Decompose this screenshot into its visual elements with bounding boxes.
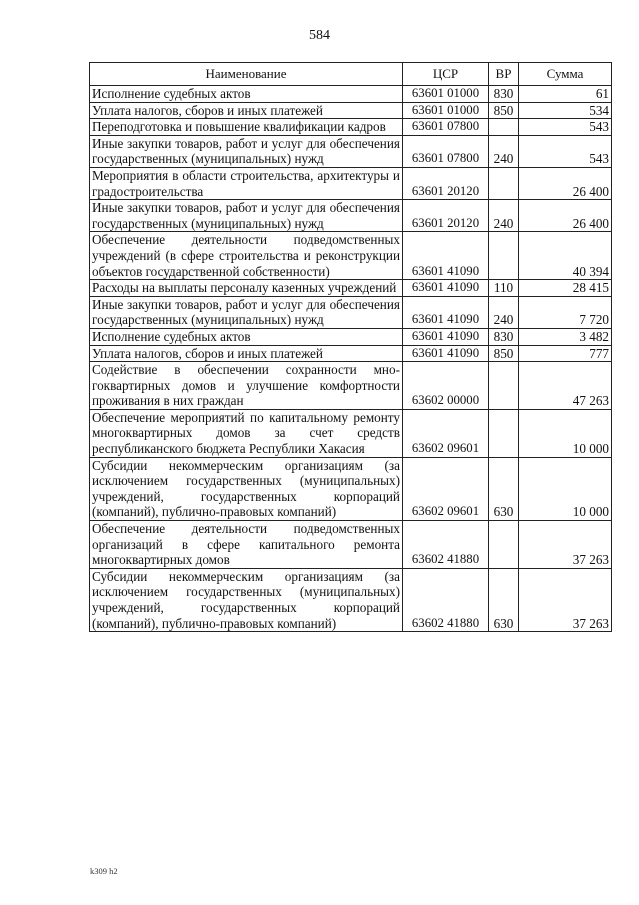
table-row xyxy=(90,102,612,119)
cell-name: Обеспечение деятельности подведомственных организаций в сфере капитального ремонта многоквартирных домов xyxy=(90,521,403,569)
table-row xyxy=(90,200,612,232)
budget-table xyxy=(89,62,612,632)
cell-name: Уплата налогов, сборов и иных платежей xyxy=(90,102,403,119)
cell-sum: 47 263 xyxy=(519,362,612,410)
cell-csr: 63601 41090 xyxy=(403,296,489,328)
cell-csr: 63601 41090 xyxy=(403,232,489,280)
cell-csr: 63601 01000 xyxy=(403,102,489,119)
cell-sum: 26 400 xyxy=(519,167,612,199)
cell-csr: 63602 00000 xyxy=(403,362,489,410)
header-vr: ВР xyxy=(489,63,519,86)
cell-csr: 63602 09601 xyxy=(403,409,489,457)
cell-sum: 777 xyxy=(519,345,612,362)
table-row xyxy=(90,362,612,410)
cell-vr: 240 xyxy=(489,296,519,328)
cell-sum: 40 394 xyxy=(519,232,612,280)
table-row xyxy=(90,135,612,167)
table-row xyxy=(90,345,612,362)
cell-csr: 63601 41090 xyxy=(403,328,489,345)
cell-sum: 37 263 xyxy=(519,521,612,569)
header-sum: Сумма xyxy=(519,63,612,86)
table-row xyxy=(90,568,612,631)
cell-csr: 63601 41090 xyxy=(403,345,489,362)
cell-sum: 534 xyxy=(519,102,612,119)
cell-sum: 3 482 xyxy=(519,328,612,345)
page-number: 584 xyxy=(309,28,330,43)
cell-vr xyxy=(489,521,519,569)
cell-csr: 63601 07800 xyxy=(403,135,489,167)
cell-vr: 630 xyxy=(489,568,519,631)
cell-csr: 63601 20120 xyxy=(403,167,489,199)
cell-vr: 240 xyxy=(489,200,519,232)
table-header-row xyxy=(90,63,612,86)
table-row xyxy=(90,521,612,569)
table-body xyxy=(90,86,612,632)
cell-vr xyxy=(489,119,519,136)
table-row xyxy=(90,86,612,103)
cell-vr: 830 xyxy=(489,328,519,345)
footer-code: k309 h2 xyxy=(90,866,118,876)
cell-sum: 28 415 xyxy=(519,280,612,297)
cell-vr: 240 xyxy=(489,135,519,167)
cell-name: Иные закупки товаров, работ и услуг для обеспечения государственных (муниципальных) нужд xyxy=(90,296,403,328)
cell-csr: 63602 41880 xyxy=(403,568,489,631)
cell-vr xyxy=(489,167,519,199)
cell-name: Субсидии некоммерческим организациям (за исключением государственных (муниципальных) учреждений, государственных корпораций (компаний), публично-правовых компаний) xyxy=(90,568,403,631)
cell-csr: 63601 41090 xyxy=(403,280,489,297)
cell-csr: 63602 41880 xyxy=(403,521,489,569)
cell-vr: 110 xyxy=(489,280,519,297)
cell-csr: 63601 20120 xyxy=(403,200,489,232)
cell-vr xyxy=(489,409,519,457)
table-row xyxy=(90,232,612,280)
cell-vr xyxy=(489,362,519,410)
cell-name: Иные закупки товаров, работ и услуг для обеспечения государственных (муниципальных) нужд xyxy=(90,200,403,232)
cell-name: Иные закупки товаров, работ и услуг для обеспечения государственных (муниципальных) нужд xyxy=(90,135,403,167)
cell-vr: 630 xyxy=(489,457,519,520)
cell-sum: 543 xyxy=(519,119,612,136)
cell-name: Расходы на выплаты персоналу казенных учреждений xyxy=(90,280,403,297)
cell-sum: 7 720 xyxy=(519,296,612,328)
cell-name: Исполнение судебных актов xyxy=(90,86,403,103)
table-row xyxy=(90,280,612,297)
cell-sum: 10 000 xyxy=(519,457,612,520)
header-name: Наименование xyxy=(90,63,403,86)
cell-sum: 10 000 xyxy=(519,409,612,457)
cell-sum: 26 400 xyxy=(519,200,612,232)
cell-name: Субсидии некоммерческим организациям (за исключением государственных (муниципальных) учреждений, государственных корпораций (компаний), публично-правовых компаний) xyxy=(90,457,403,520)
cell-csr: 63601 07800 xyxy=(403,119,489,136)
cell-csr: 63602 09601 xyxy=(403,457,489,520)
cell-name: Уплата налогов, сборов и иных платежей xyxy=(90,345,403,362)
cell-sum: 37 263 xyxy=(519,568,612,631)
table-row xyxy=(90,296,612,328)
cell-vr: 850 xyxy=(489,345,519,362)
table-row xyxy=(90,167,612,199)
cell-name: Переподготовка и повышение квалификации кадров xyxy=(90,119,403,136)
cell-vr: 850 xyxy=(489,102,519,119)
cell-name: Мероприятия в области строительства, архитектуры и градостроительства xyxy=(90,167,403,199)
cell-sum: 61 xyxy=(519,86,612,103)
table-row xyxy=(90,409,612,457)
table-row xyxy=(90,119,612,136)
cell-name: Исполнение судебных актов xyxy=(90,328,403,345)
table-row xyxy=(90,328,612,345)
cell-csr: 63601 01000 xyxy=(403,86,489,103)
header-csr: ЦСР xyxy=(403,63,489,86)
cell-sum: 543 xyxy=(519,135,612,167)
cell-vr xyxy=(489,232,519,280)
cell-vr: 830 xyxy=(489,86,519,103)
cell-name: Обеспечение мероприятий по капитальному ремонту многоквартирных домов за счет средств республиканского бюджета Республики Хакасия xyxy=(90,409,403,457)
cell-name: Обеспечение деятельности подведомственных учреждений (в сфере строительства и реконструкции объектов государственной собственности) xyxy=(90,232,403,280)
table-row xyxy=(90,457,612,520)
cell-name: Содействие в обеспечении сохранности многоквартирных домов и улучшение комфортности проживания в них граждан xyxy=(90,362,403,410)
